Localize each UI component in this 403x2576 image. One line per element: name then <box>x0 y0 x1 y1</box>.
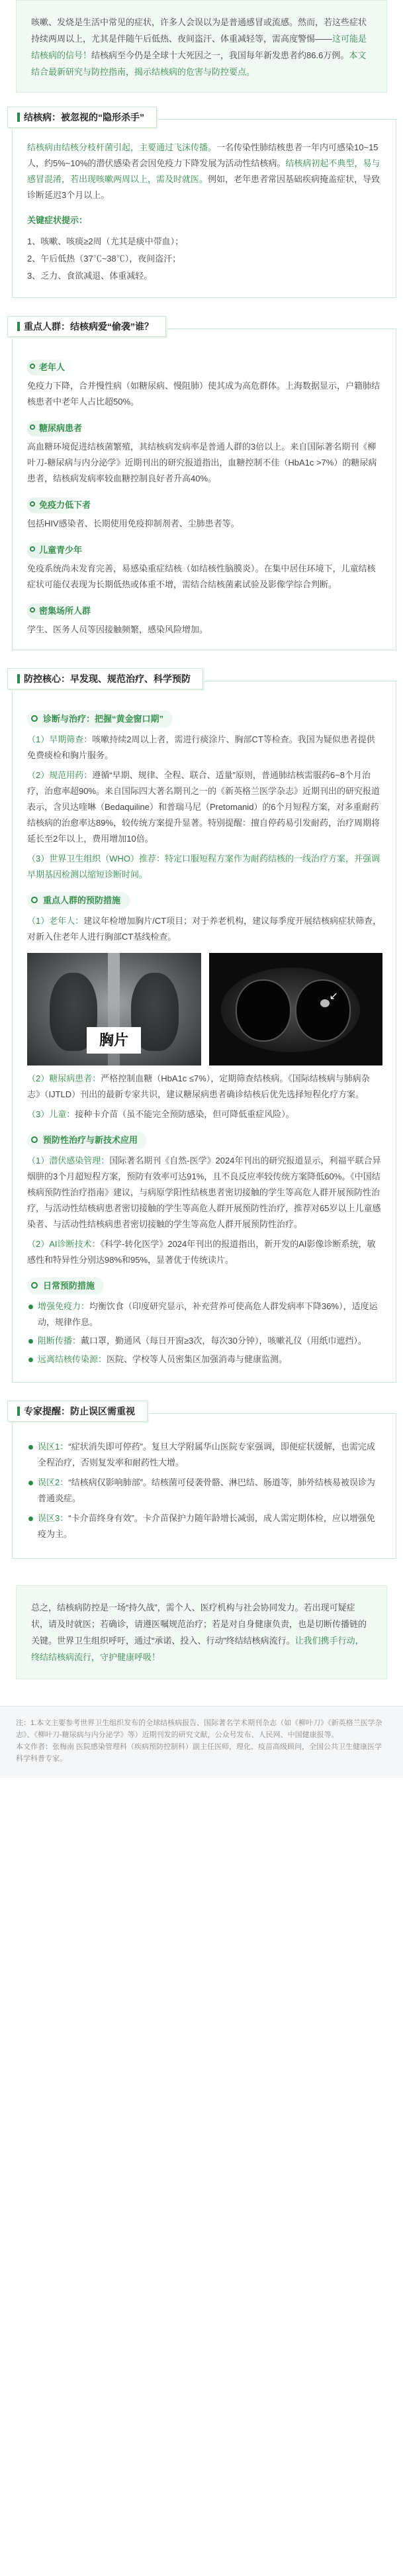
circle-icon <box>31 1282 38 1289</box>
para-label: （3）儿童： <box>27 1109 75 1119</box>
paragraph <box>27 732 382 764</box>
summary-highlight: 让我们携手行动，终结结核病流行，守护健康呼吸！ <box>31 1636 364 1662</box>
para-label: （1）早期筛查： <box>27 734 93 744</box>
risk-group-title: 老年人 <box>39 362 66 372</box>
lesion-shape <box>320 999 330 1007</box>
risk-group-title: 儿童青少年 <box>39 545 83 555</box>
circle-icon <box>30 424 35 430</box>
paragraph <box>27 1236 382 1268</box>
footer-author: 本文作者：张梅南 医院感染管理科（疾病预防控制科）副主任医师，理化、疫苗高级顾问，全国公共卫生健康医学科学科普专家。 <box>16 1743 382 1763</box>
item-label: 误区1： <box>38 1442 69 1452</box>
list-item <box>27 1299 382 1330</box>
risk-group-title: 免疫力低下者 <box>39 500 91 510</box>
paragraph <box>27 768 382 847</box>
para-text: 遵循“早期、规律、全程、联合、适量”原则，普通肺结核需服药6~8个月治疗，治愈率超90%。来自国际四大著名期刊之一的《新英格兰医学杂志》近期刊出的研究报道表示，含贝达喹啉（Bedaquiline）和普瑞马尼（Pretomanid）的6个月短程方案，对多重耐药结核病的治愈率达89%，较传统方案提升显著。特别提醒：擅自停药易引发耐药，治疗周期将延长至2年以上，费用增加10倍。 <box>27 770 381 844</box>
subsection-title <box>27 1132 147 1149</box>
para-text: 《科学-转化医学》2024年刊出的报道指出，新开发的AI影像诊断系统，敏感性和特异性分别达98%和95%，显著优于传统读片。 <box>27 1239 376 1265</box>
risk-group-text: 包括HIV感染者、长期使用免疫抑制剂者、尘肺患者等。 <box>27 519 240 528</box>
para-highlight-3: 若出现咳嗽两周以上，需及时就医。 <box>70 174 208 184</box>
para-text: 接种卡介苗（虽不能完全预防感染，但可降低重症风险）。 <box>75 1109 294 1119</box>
para-text: 特定口服短程方案作为耐药结核的一线治疗方案，并强调早期基因检测以缩短诊断时间。 <box>27 854 381 879</box>
para-label: （3）世界卫生组织（WHO）推荐： <box>27 854 165 864</box>
list-item <box>27 1475 382 1507</box>
title-bar-icon <box>17 674 20 683</box>
item-text: “卡介苗终身有效”。卡介苗保护力随年龄增长减弱，成人需定期体检，应以增强免疫为主。 <box>38 1513 375 1539</box>
item-text: 均衡饮食（印度研究显示，补充营养可使高危人群发病率下降36%），适度运动，规律作息。 <box>38 1301 378 1327</box>
risk-group-title: 糖尿病患者 <box>39 423 83 433</box>
key-symptoms-title: 关键症状提示： <box>27 215 88 225</box>
circle-icon <box>31 897 38 903</box>
list-item <box>27 1511 382 1542</box>
chest-xray-image <box>27 953 201 1065</box>
subsection-title <box>27 1277 104 1295</box>
item-label: 远离结核传染源： <box>38 1354 107 1364</box>
item-label: 增强免疫力： <box>38 1301 90 1311</box>
para-text: 严格控制血糖（HbA1c ≤7%），定期筛查结核病。《国际结核病与肺病杂志》（IJTLD）刊出的最新专家共识，建议糖尿病患者确诊结核后优先选择短程化疗方案。 <box>27 1073 370 1099</box>
para-text: 一名传染性肺结核患者一年内可感染10~15人，约5%~10%的潜伏感染者会因免疫力下降发展为活动性结核病。 <box>27 142 379 168</box>
list-item <box>27 1439 382 1471</box>
circle-icon <box>30 546 35 552</box>
para-label: （2）规范用药： <box>27 770 93 780</box>
subsection-title <box>27 892 130 909</box>
risk-group-title: 密集场所人群 <box>39 606 91 616</box>
section-title-text: 重点人群：结核病爱“偷袭”谁？ <box>24 321 154 332</box>
risk-group-text: 免疫力下降，合并慢性病（如糖尿病、慢阻肺）使其成为高危群体。上海数据显示，户籍肺结核患者中老年人占比超50%。 <box>27 381 381 407</box>
arrow-icon: ↙ <box>329 991 338 1002</box>
section-expert-reminder <box>12 1406 396 1559</box>
subsection-title-text: 日常预防措施 <box>43 1281 95 1291</box>
paragraph <box>27 851 382 883</box>
para-label: （1）潜伏感染管理： <box>27 1156 110 1165</box>
summary-text: 总之，结核病防控是一场“持久战”，需个人、医疗机构与社会协同发力。若出现可疑症状，请及时就医；若确诊，请遵医嘱规范治疗；若是对自身健康负责，也是切断传播链的关键。世界卫生组织呼吁，通过“承诺、投入、行动”终结结核病流行。 <box>31 1603 367 1646</box>
para-text: 建议年检增加胸片/CT项目；对于养老机构，建议每季度开展结核病症状筛查，对新入住老年人进行胸部CT基线检查。 <box>27 916 382 942</box>
para-text: 国际著名期刊《自然-医学》2024年刊出的研究报道显示，利福平联合异烟肼的3个月超短程方案，预防有效率可达91%，且不良反应率较传统方案降低60%。《中国结核病预防性治疗指南》建议，与病原学阳性结核患者密切接触的学生等高危人群开展预防性治疗，与活动性结核病患者密切接触的学生等高危人群开展预防性治疗，推荐对65岁以上儿童感染者、与活动性结核病患者密切接触的学生等高危人群开展预防性治疗。 <box>27 1156 381 1229</box>
risk-group-elderly <box>27 360 382 410</box>
paragraph <box>27 1153 382 1232</box>
circle-icon <box>30 501 35 507</box>
paragraph <box>27 1107 382 1122</box>
key-symptoms-list <box>27 234 382 284</box>
item-text: “结核病仅影响肺部”。结核菌可侵袭骨骼、淋巴结、肠道等，肺外结核易被误诊为普通炎症。 <box>38 1477 375 1503</box>
title-bar-icon <box>17 113 20 122</box>
section-title <box>7 316 166 337</box>
risk-group-children <box>27 542 382 593</box>
risk-group-diabetes <box>27 421 382 487</box>
daily-prevention-list <box>27 1299 382 1367</box>
section-title-text: 防控核心：早发现、规范治疗、科学预防 <box>24 673 191 684</box>
list-item: 2、午后低热（37℃~38℃），夜间盗汗； <box>27 254 181 264</box>
risk-group-text: 高血糖环境促进结核菌繁殖，其结核病发病率是普通人群的3倍以上。来自国际著名期刊《柳叶刀-糖尿病与内分泌学》近期刊出的研究报道指出，血糖控制不佳（HbA1c >7%）的糖尿病患者，结核病发病率较血糖控制良好者升高40%。 <box>27 442 377 483</box>
footer-note: 注：1.本文主要参考世界卫生组织发布的全球结核病报告、国际著名学术期刊杂志（如《柳叶刀》《新英格兰医学杂志》、《柳叶刀-糖尿病与内分泌学》等）近期刊发的研究文献，公众号发布、人民网、中国健康报等。 <box>16 1719 382 1739</box>
item-label: 误区3： <box>38 1513 69 1523</box>
intro-text: 咳嗽、发烧是生活中常见的症状，许多人会误以为是普通感冒或流感。然而，若这些症状持续两周以上，尤其是伴随午后低热、夜间盗汗、体重减轻等，需高度警惕—— <box>31 17 367 44</box>
section1-para <box>27 140 382 203</box>
risk-group-crowded <box>27 603 382 638</box>
chest-ct-image <box>209 953 383 1065</box>
list-item <box>27 1333 382 1349</box>
subsection-title-text: 重点人群的预防措施 <box>43 895 121 905</box>
section-risk-groups <box>12 321 396 650</box>
list-item: 1、咳嗽、咳痰≥2周（尤其是痰中带血）； <box>27 236 184 246</box>
circle-icon <box>31 1136 38 1143</box>
subsection-title <box>27 711 173 728</box>
paragraph <box>27 913 382 945</box>
section-title <box>7 668 203 689</box>
circle-icon <box>30 364 35 369</box>
para-label: （2）糖尿病患者： <box>27 1073 101 1083</box>
intro-box <box>16 0 387 93</box>
circle-icon <box>30 607 35 613</box>
section-prevention <box>12 673 396 1383</box>
intro-highlight: 这可能是结核病的信号！ <box>31 34 367 60</box>
summary-box <box>16 1585 387 1679</box>
para-text: 咳嗽持续2周以上者，需进行痰涂片、胸部CT等检查。我国为疑似患者提供免费痰检和胸片服务。 <box>27 734 375 760</box>
para-label: （1）老年人： <box>27 916 84 926</box>
lung-shape <box>295 979 351 1042</box>
item-text: 戴口罩，勤通风（每日开窗≥3次，每次30分钟），咳嗽礼仪（用纸巾遮挡）。 <box>81 1336 367 1346</box>
para-highlight-2: 结核病初起不典型，易与感冒混淆， <box>27 158 381 184</box>
intro-text-mid: 结核病至今仍是全球十大死因之一，我国每年新发患者约86.6万例。 <box>91 50 349 60</box>
item-label: 误区2： <box>38 1477 69 1487</box>
section-title-text: 结核病：被忽视的“隐形杀手” <box>24 112 144 123</box>
paragraph <box>27 1071 382 1103</box>
section-title-text: 专家提醒：防止误区需重视 <box>24 1406 135 1416</box>
section-tb-overview <box>12 112 396 298</box>
subsection-title-text: 诊断与治疗：把握“黄金窗口期” <box>43 714 164 724</box>
xray-label: 胸片 <box>87 1027 141 1054</box>
intro-highlight-2: 本文结合最新研究与防控指南，揭示结核病的危害与防控要点。 <box>31 50 367 77</box>
subsection-title-text: 预防性治疗与新技术应用 <box>43 1135 138 1145</box>
footer-notes <box>0 1706 403 1778</box>
list-item: 3、乏力、食欲减退、体重减轻。 <box>27 271 153 281</box>
lung-shape <box>236 979 291 1042</box>
title-bar-icon <box>17 1407 20 1416</box>
item-text: “症状消失即可停药”。复旦大学附属华山医院专家强调，即便症状缓解，也需完成全程治疗，否则复发率和耐药性大增。 <box>38 1442 375 1467</box>
risk-group-immunocompromised <box>27 497 382 532</box>
section-title <box>7 107 157 128</box>
list-item <box>27 1352 382 1367</box>
myths-list <box>27 1439 382 1542</box>
para-tail: 例如，老年患者常因基础疾病掩盖症状，导致诊断延迟3个月以上。 <box>27 174 381 200</box>
circle-icon <box>31 715 38 722</box>
risk-group-text: 学生、医务人员等因接触频繁，感染风险增加。 <box>27 624 208 634</box>
medical-image-row <box>27 953 382 1065</box>
section-title <box>7 1401 148 1422</box>
item-label: 阻断传播： <box>38 1336 81 1346</box>
item-text: 医院、学校等人员密集区加强消毒与健康监测。 <box>107 1354 288 1364</box>
para-highlight: 结核病由结核分枝杆菌引起，主要通过飞沫传播。 <box>27 142 217 152</box>
para-label: （2）AI诊断技术： <box>27 1239 101 1249</box>
title-bar-icon <box>17 322 20 331</box>
risk-group-text: 免疫系统尚未发育完善，易感染重症结核（如结核性脑膜炎）。在集中居住环境下，儿童结核症状可能仅表现为长期低热或体重不增，需结合结核菌素试验及影像学综合判断。 <box>27 564 376 589</box>
